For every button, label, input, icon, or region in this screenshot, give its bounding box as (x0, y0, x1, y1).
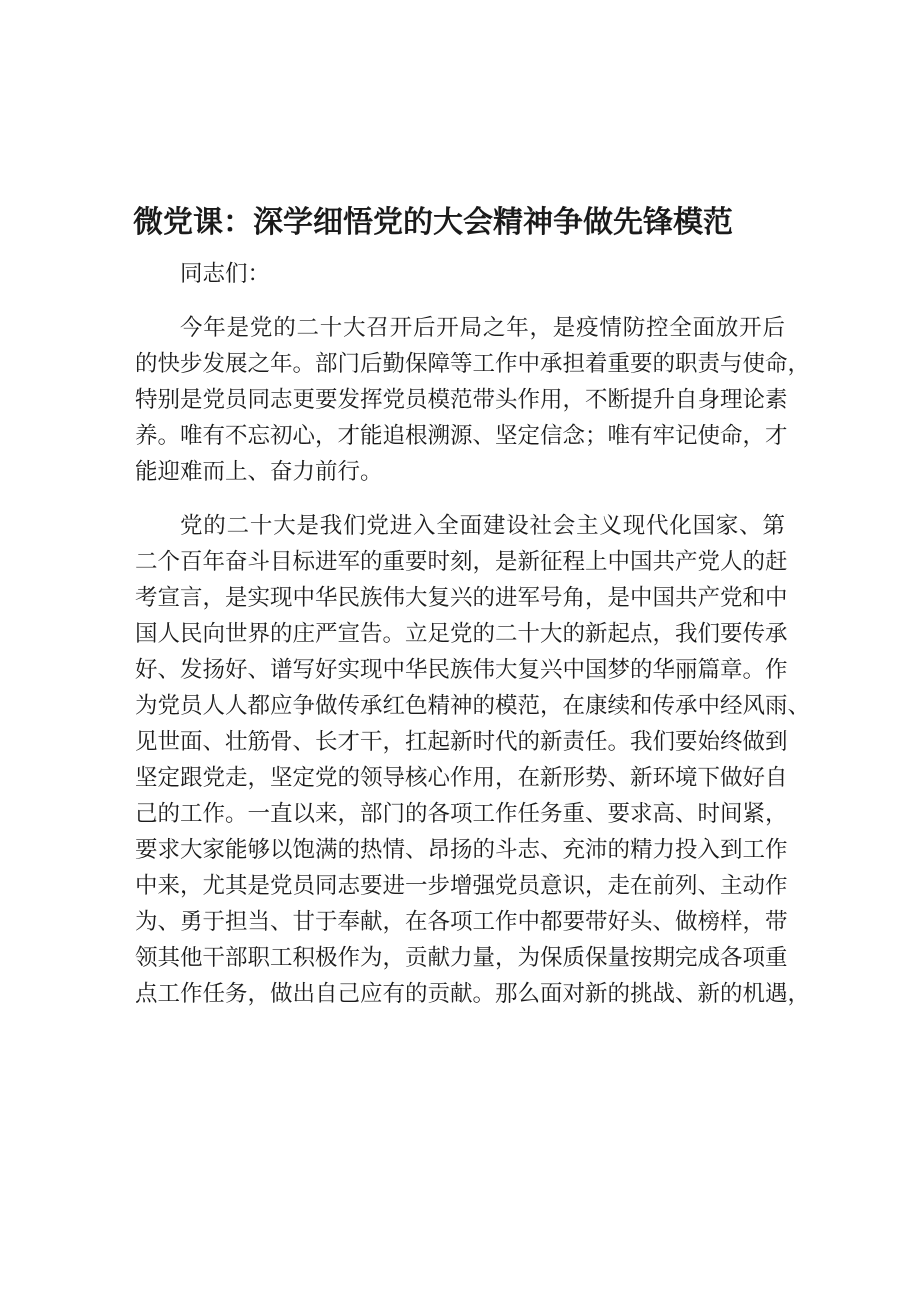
paragraph-line: 的快步发展之年。部门后勤保障等工作中承担着重要的职责与使命， (135, 351, 811, 377)
salutation: 同志们： (180, 261, 271, 287)
paragraph-line: 特别是党员同志更要发挥党员模范带头作用，不断提升自身理论素 (135, 387, 788, 413)
paragraph-line: 考宣言，是实现中华民族伟大复兴的进军号角，是中国共产党和中 (135, 585, 788, 611)
paragraph-line: 坚定跟党走，坚定党的领导核心作用，在新形势、新环境下做好自 (135, 765, 788, 791)
paragraph-line: 国人民向世界的庄严宣告。立足党的二十大的新起点，我们要传承 (135, 621, 788, 647)
paragraph-line: 点工作任务，做出自己应有的贡献。那么面对新的挑战、新的机遇， (135, 981, 811, 1007)
paragraph-line: 党的二十大是我们党进入全面建设社会主义现代化国家、第 (180, 513, 785, 539)
paragraph-line: 好、发扬好、谱写好实现中华民族伟大复兴中国梦的华丽篇章。作 (135, 657, 788, 683)
paragraph-line: 要求大家能够以饱满的热情、昂扬的斗志、充沛的精力投入到工作 (135, 837, 788, 863)
paragraph-line: 能迎难而上、奋力前行。 (135, 459, 383, 485)
paragraph-line: 今年是党的二十大召开后开局之年，是疫情防控全面放开后 (180, 315, 785, 341)
paragraph-line: 为党员人人都应争做传承红色精神的模范，在康续和传承中经风雨、 (135, 693, 811, 719)
paragraph-line: 为、勇于担当、甘于奉献，在各项工作中都要带好头、做榜样，带 (135, 909, 788, 935)
paragraph-line: 领其他干部职工积极作为，贡献力量，为保质保量按期完成各项重 (135, 945, 788, 971)
paragraph-line: 中来，尤其是党员同志要进一步增强党员意识，走在前列、主动作 (135, 873, 788, 899)
paragraph-line: 二个百年奋斗目标进军的重要时刻，是新征程上中国共产党人的赶 (135, 549, 788, 575)
paragraph-line: 己的工作。一直以来，部门的各项工作任务重、要求高、时间紧， (135, 801, 788, 827)
paragraph-line: 见世面、壮筋骨、长才干，扛起新时代的新责任。我们要始终做到 (135, 729, 788, 755)
document-title: 微党课：深学细悟党的大会精神争做先锋模范 (133, 205, 733, 240)
paragraph-line: 养。唯有不忘初心，才能追根溯源、坚定信念；唯有牢记使命，才 (135, 423, 788, 449)
